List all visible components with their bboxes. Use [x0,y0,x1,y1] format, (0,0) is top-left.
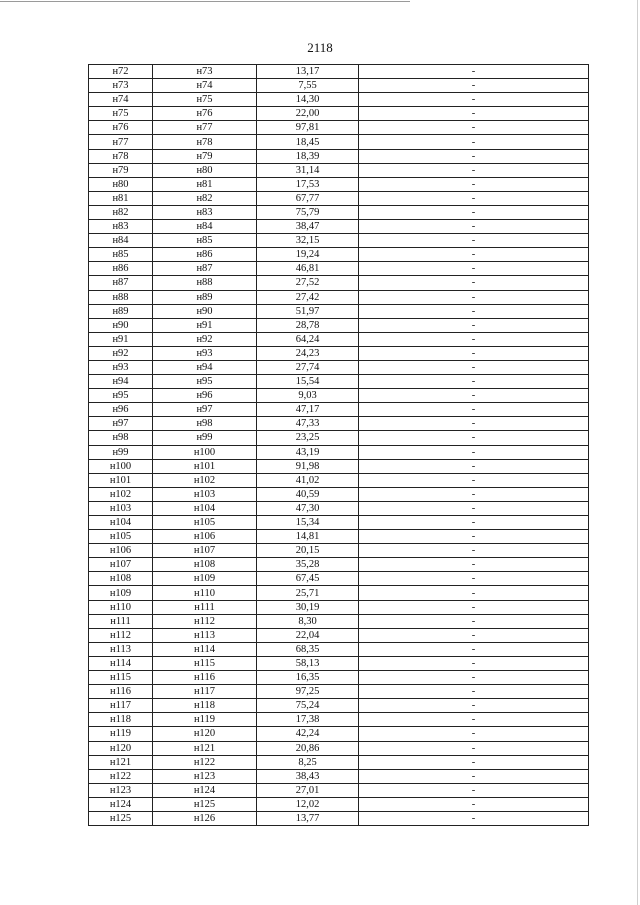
table-row [89,346,589,360]
from-point-cell: н85 [89,248,153,262]
from-point-cell: н94 [89,375,153,389]
to-point-cell: н86 [153,248,257,262]
to-point-cell: н118 [153,699,257,713]
distance-cell: 19,24 [257,248,359,262]
distance-cell: 38,43 [257,769,359,783]
note-cell: - [359,389,589,403]
from-point-cell: н83 [89,220,153,234]
from-point-cell: н93 [89,360,153,374]
from-point-cell: н99 [89,445,153,459]
table-row [89,149,589,163]
from-point-cell: н110 [89,600,153,614]
distance-cell: 14,30 [257,93,359,107]
to-point-cell: н105 [153,516,257,530]
to-point-cell: н99 [153,431,257,445]
table-row [89,572,589,586]
table-row [89,473,589,487]
to-point-cell: н98 [153,417,257,431]
right-border-line [637,0,638,905]
note-cell: - [359,205,589,219]
distance-cell: 18,39 [257,149,359,163]
table-row [89,741,589,755]
distance-cell: 58,13 [257,656,359,670]
to-point-cell: н74 [153,79,257,93]
note-cell: - [359,713,589,727]
from-point-cell: н112 [89,628,153,642]
to-point-cell: н92 [153,332,257,346]
table-row [89,177,589,191]
note-cell: - [359,685,589,699]
to-point-cell: н103 [153,487,257,501]
from-point-cell: н111 [89,614,153,628]
from-point-cell: н123 [89,783,153,797]
distance-cell: 17,53 [257,177,359,191]
to-point-cell: н124 [153,783,257,797]
table-row [89,163,589,177]
distance-cell: 67,45 [257,572,359,586]
table-row [89,797,589,811]
table-row [89,360,589,374]
note-cell: - [359,544,589,558]
distance-cell: 22,00 [257,107,359,121]
table-row [89,234,589,248]
table-row [89,614,589,628]
to-point-cell: н90 [153,304,257,318]
distance-cell: 38,47 [257,220,359,234]
to-point-cell: н106 [153,530,257,544]
from-point-cell: н104 [89,516,153,530]
distance-cell: 24,23 [257,346,359,360]
table-row [89,403,589,417]
from-point-cell: н101 [89,473,153,487]
to-point-cell: н76 [153,107,257,121]
note-cell: - [359,473,589,487]
from-point-cell: н117 [89,699,153,713]
table-row [89,248,589,262]
note-cell: - [359,234,589,248]
note-cell: - [359,248,589,262]
from-point-cell: н96 [89,403,153,417]
distance-cell: 41,02 [257,473,359,487]
distance-cell: 23,25 [257,431,359,445]
note-cell: - [359,431,589,445]
distance-cell: 13,17 [257,65,359,79]
from-point-cell: н124 [89,797,153,811]
distance-cell: 75,24 [257,699,359,713]
note-cell: - [359,403,589,417]
from-point-cell: н121 [89,755,153,769]
note-cell: - [359,177,589,191]
table-row [89,755,589,769]
note-cell: - [359,346,589,360]
distance-cell: 15,54 [257,375,359,389]
from-point-cell: н72 [89,65,153,79]
distance-cell: 43,19 [257,445,359,459]
from-point-cell: н84 [89,234,153,248]
note-cell: - [359,459,589,473]
from-point-cell: н108 [89,572,153,586]
table-row [89,375,589,389]
table-row [89,79,589,93]
from-point-cell: н95 [89,389,153,403]
from-point-cell: н114 [89,656,153,670]
table-row [89,713,589,727]
distance-cell: 16,35 [257,671,359,685]
distance-cell: 20,86 [257,741,359,755]
note-cell: - [359,727,589,741]
distance-cell: 17,38 [257,713,359,727]
from-point-cell: н79 [89,163,153,177]
table-row [89,727,589,741]
note-cell: - [359,163,589,177]
distance-cell: 47,17 [257,403,359,417]
distance-cell: 27,52 [257,276,359,290]
distance-cell: 68,35 [257,642,359,656]
note-cell: - [359,79,589,93]
table-row [89,656,589,670]
from-point-cell: н97 [89,417,153,431]
distance-cell: 13,77 [257,811,359,825]
to-point-cell: н112 [153,614,257,628]
table-row [89,191,589,205]
to-point-cell: н102 [153,473,257,487]
distance-cell: 47,30 [257,501,359,515]
note-cell: - [359,530,589,544]
to-point-cell: н94 [153,360,257,374]
table-row [89,487,589,501]
distance-cell: 67,77 [257,191,359,205]
distance-cell: 15,34 [257,516,359,530]
to-point-cell: н84 [153,220,257,234]
note-cell: - [359,360,589,374]
table-row [89,628,589,642]
to-point-cell: н126 [153,811,257,825]
from-point-cell: н90 [89,318,153,332]
distance-cell: 18,45 [257,135,359,149]
from-point-cell: н88 [89,290,153,304]
from-point-cell: н87 [89,276,153,290]
distance-cell: 27,01 [257,783,359,797]
from-point-cell: н80 [89,177,153,191]
from-point-cell: н81 [89,191,153,205]
note-cell: - [359,262,589,276]
to-point-cell: н117 [153,685,257,699]
from-point-cell: н98 [89,431,153,445]
table-row [89,699,589,713]
from-point-cell: н115 [89,671,153,685]
from-point-cell: н102 [89,487,153,501]
note-cell: - [359,642,589,656]
note-cell: - [359,628,589,642]
note-cell: - [359,149,589,163]
table-row [89,276,589,290]
to-point-cell: н95 [153,375,257,389]
table-row [89,121,589,135]
note-cell: - [359,290,589,304]
to-point-cell: н91 [153,318,257,332]
to-point-cell: н83 [153,205,257,219]
table-row [89,671,589,685]
table-row [89,290,589,304]
to-point-cell: н107 [153,544,257,558]
table-row [89,93,589,107]
distance-cell: 28,78 [257,318,359,332]
distance-cell: 7,55 [257,79,359,93]
table-row [89,332,589,346]
to-point-cell: н80 [153,163,257,177]
from-point-cell: н116 [89,685,153,699]
distance-cell: 42,24 [257,727,359,741]
distance-cell: 25,71 [257,586,359,600]
distance-cell: 47,33 [257,417,359,431]
distance-cell: 30,19 [257,600,359,614]
note-cell: - [359,558,589,572]
to-point-cell: н101 [153,459,257,473]
to-point-cell: н121 [153,741,257,755]
note-cell: - [359,656,589,670]
table-row [89,642,589,656]
note-cell: - [359,93,589,107]
distance-cell: 8,25 [257,755,359,769]
table-row [89,135,589,149]
to-point-cell: н87 [153,262,257,276]
table-row [89,783,589,797]
from-point-cell: н106 [89,544,153,558]
distance-cell: 40,59 [257,487,359,501]
note-cell: - [359,220,589,234]
from-point-cell: н105 [89,530,153,544]
to-point-cell: н97 [153,403,257,417]
to-point-cell: н104 [153,501,257,515]
to-point-cell: н89 [153,290,257,304]
to-point-cell: н114 [153,642,257,656]
from-point-cell: н91 [89,332,153,346]
note-cell: - [359,797,589,811]
to-point-cell: н120 [153,727,257,741]
distance-cell: 12,02 [257,797,359,811]
table-row [89,262,589,276]
to-point-cell: н88 [153,276,257,290]
note-cell: - [359,417,589,431]
table-row [89,544,589,558]
note-cell: - [359,445,589,459]
table-row [89,220,589,234]
note-cell: - [359,65,589,79]
from-point-cell: н100 [89,459,153,473]
distance-cell: 46,81 [257,262,359,276]
note-cell: - [359,699,589,713]
note-cell: - [359,276,589,290]
distance-cell: 64,24 [257,332,359,346]
table-row [89,459,589,473]
note-cell: - [359,586,589,600]
note-cell: - [359,741,589,755]
table-row [89,530,589,544]
note-cell: - [359,600,589,614]
to-point-cell: н116 [153,671,257,685]
note-cell: - [359,304,589,318]
distance-cell: 75,79 [257,205,359,219]
from-point-cell: н122 [89,769,153,783]
distance-cell: 14,81 [257,530,359,544]
table-row [89,107,589,121]
note-cell: - [359,191,589,205]
to-point-cell: н113 [153,628,257,642]
table-row [89,318,589,332]
table-row [89,586,589,600]
to-point-cell: н108 [153,558,257,572]
to-point-cell: н85 [153,234,257,248]
from-point-cell: н118 [89,713,153,727]
to-point-cell: н123 [153,769,257,783]
to-point-cell: н109 [153,572,257,586]
from-point-cell: н73 [89,79,153,93]
distance-cell: 97,25 [257,685,359,699]
table-row [89,600,589,614]
distance-cell: 91,98 [257,459,359,473]
to-point-cell: н111 [153,600,257,614]
from-point-cell: н82 [89,205,153,219]
from-point-cell: н120 [89,741,153,755]
page-number: 2118 [307,40,333,55]
to-point-cell: н78 [153,135,257,149]
to-point-cell: н82 [153,191,257,205]
note-cell: - [359,318,589,332]
table-row [89,304,589,318]
table-row [89,389,589,403]
from-point-cell: н75 [89,107,153,121]
note-cell: - [359,487,589,501]
distance-cell: 27,42 [257,290,359,304]
from-point-cell: н77 [89,135,153,149]
to-point-cell: н93 [153,346,257,360]
distance-cell: 51,97 [257,304,359,318]
from-point-cell: н74 [89,93,153,107]
to-point-cell: н115 [153,656,257,670]
to-point-cell: н75 [153,93,257,107]
distance-cell: 22,04 [257,628,359,642]
to-point-cell: н81 [153,177,257,191]
table-row [89,516,589,530]
note-cell: - [359,755,589,769]
to-point-cell: н79 [153,149,257,163]
boundary-segments-table [88,64,589,826]
table-row [89,65,589,79]
from-point-cell: н92 [89,346,153,360]
from-point-cell: н76 [89,121,153,135]
to-point-cell: н110 [153,586,257,600]
distance-cell: 9,03 [257,389,359,403]
note-cell: - [359,332,589,346]
table-row [89,558,589,572]
note-cell: - [359,135,589,149]
from-point-cell: н113 [89,642,153,656]
distance-cell: 32,15 [257,234,359,248]
to-point-cell: н100 [153,445,257,459]
distance-cell: 31,14 [257,163,359,177]
table-row [89,431,589,445]
distance-cell: 8,30 [257,614,359,628]
note-cell: - [359,783,589,797]
from-point-cell: н103 [89,501,153,515]
table-row [89,685,589,699]
distance-cell: 20,15 [257,544,359,558]
note-cell: - [359,572,589,586]
table-row [89,769,589,783]
from-point-cell: н125 [89,811,153,825]
note-cell: - [359,501,589,515]
distance-cell: 97,81 [257,121,359,135]
to-point-cell: н119 [153,713,257,727]
note-cell: - [359,671,589,685]
from-point-cell: н86 [89,262,153,276]
top-border-line [0,1,410,2]
table-row [89,445,589,459]
from-point-cell: н89 [89,304,153,318]
table-row [89,417,589,431]
to-point-cell: н73 [153,65,257,79]
note-cell: - [359,811,589,825]
table-row [89,811,589,825]
note-cell: - [359,107,589,121]
to-point-cell: н77 [153,121,257,135]
note-cell: - [359,614,589,628]
table-row [89,205,589,219]
from-point-cell: н109 [89,586,153,600]
from-point-cell: н78 [89,149,153,163]
note-cell: - [359,121,589,135]
distance-cell: 27,74 [257,360,359,374]
table-row [89,501,589,515]
note-cell: - [359,516,589,530]
to-point-cell: н122 [153,755,257,769]
to-point-cell: н96 [153,389,257,403]
note-cell: - [359,375,589,389]
note-cell: - [359,769,589,783]
distance-cell: 35,28 [257,558,359,572]
from-point-cell: н107 [89,558,153,572]
from-point-cell: н119 [89,727,153,741]
to-point-cell: н125 [153,797,257,811]
